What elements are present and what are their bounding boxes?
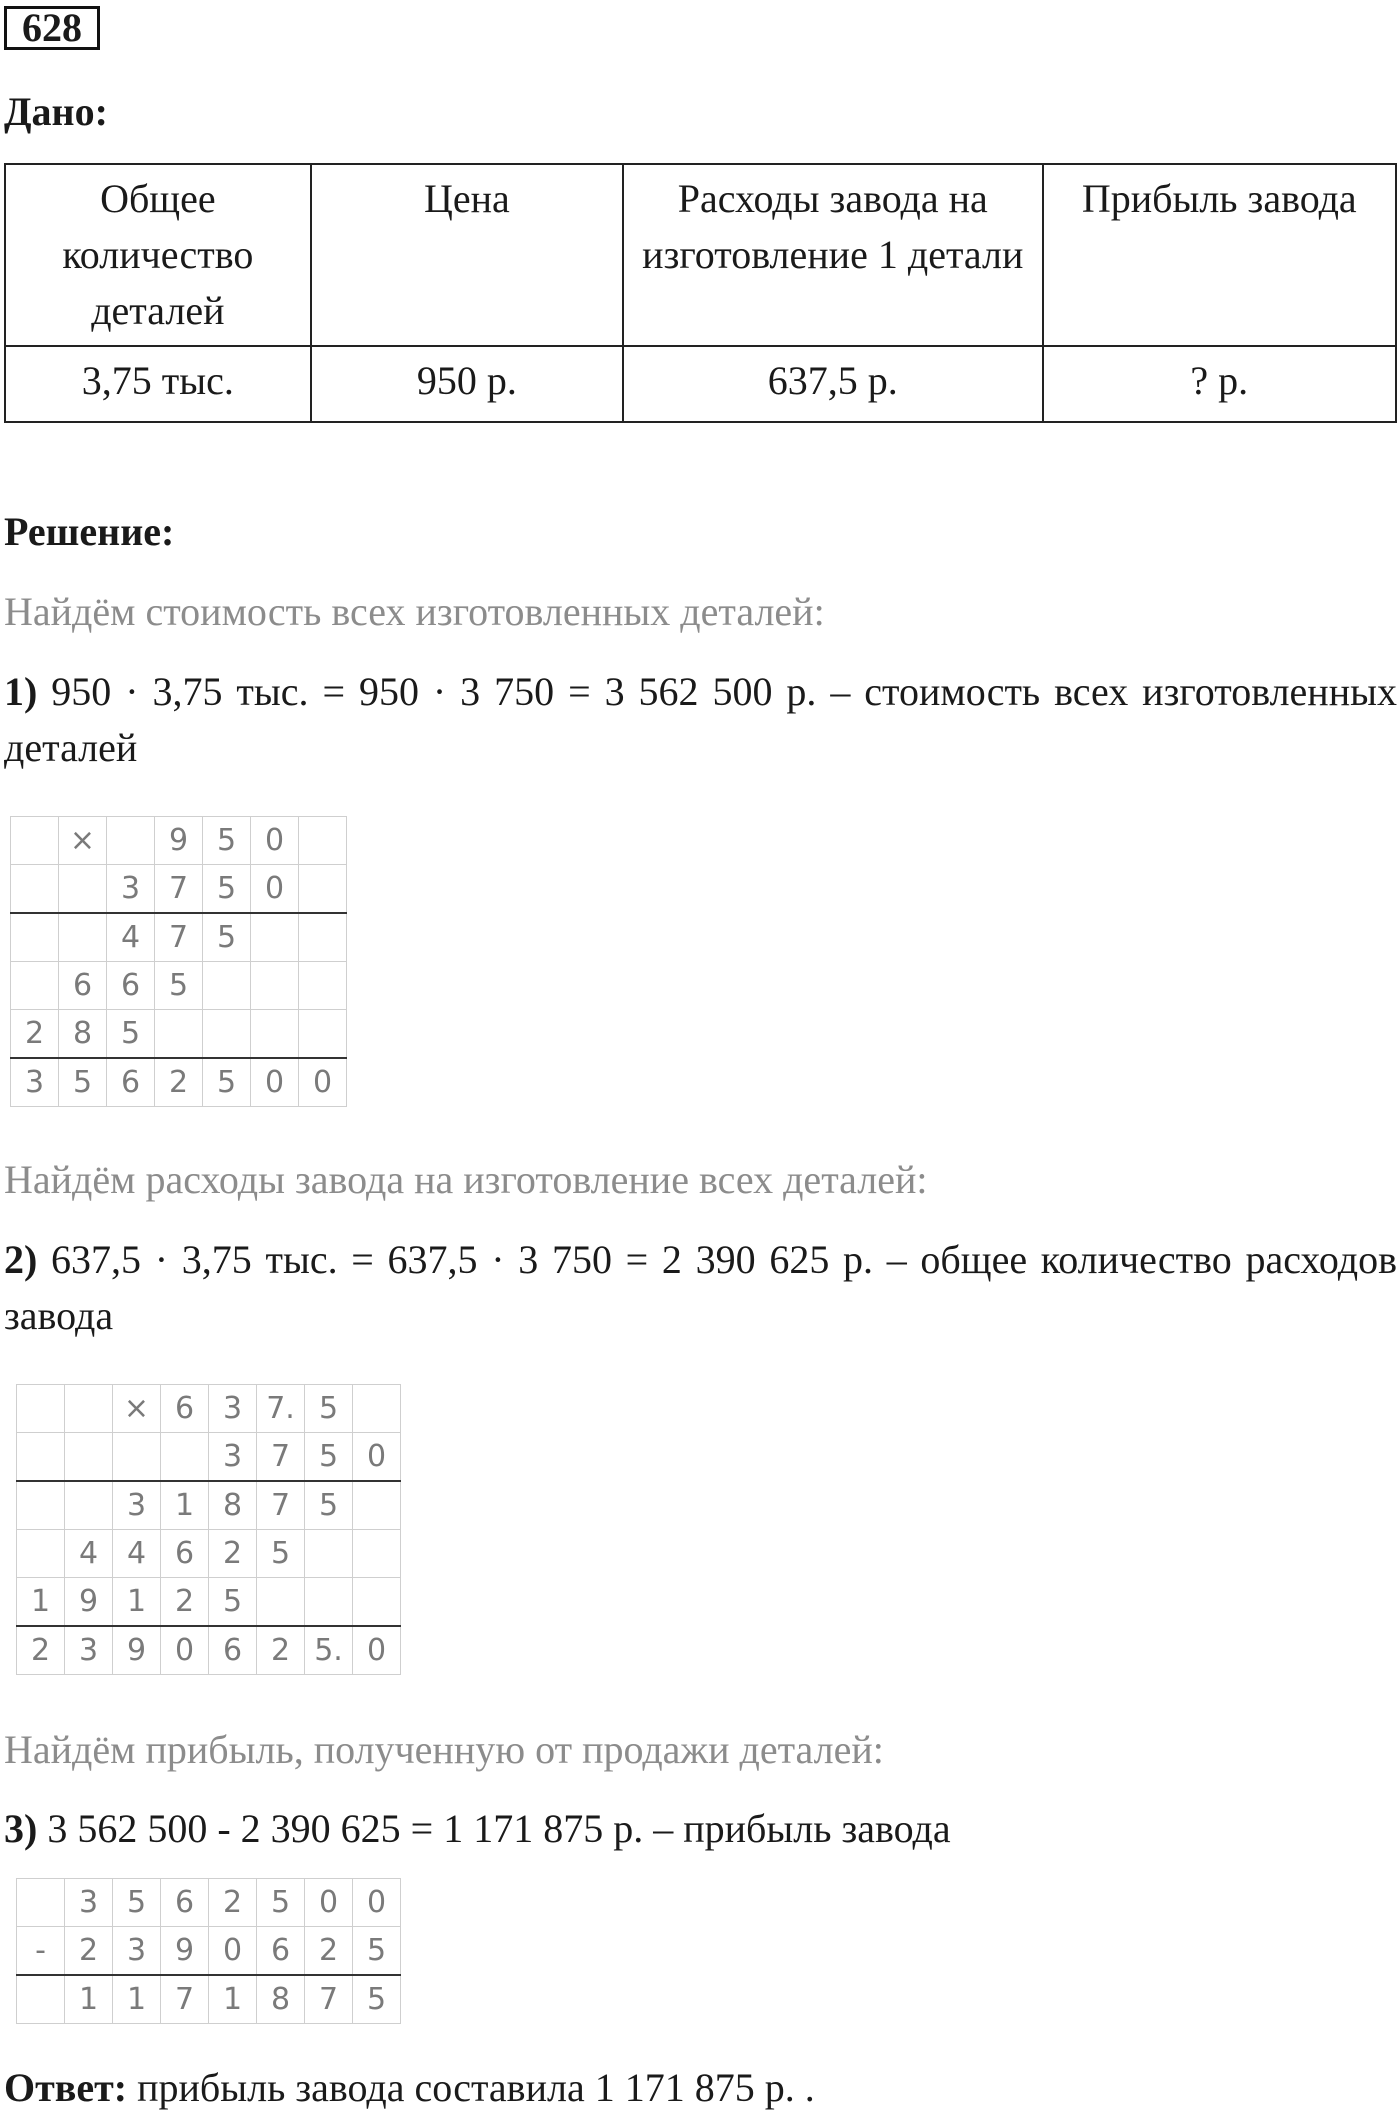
grid-row xyxy=(11,962,347,1010)
grid-cell: 3 xyxy=(11,1058,59,1107)
grid-cell: 3 xyxy=(107,865,155,914)
value-total-parts: 3,75 тыс. xyxy=(5,346,311,422)
grid-cell: 5 xyxy=(209,1578,257,1627)
step-3-number: 3) xyxy=(4,1806,38,1851)
grid-cell: 7 xyxy=(257,1481,305,1530)
grid-row xyxy=(17,1879,401,1927)
grid-cell xyxy=(59,913,107,962)
grid-cell: 6 xyxy=(59,962,107,1010)
grid-cell: 2 xyxy=(65,1927,113,1976)
header-cost-per-part: Расходы завода на изготовление 1 детали xyxy=(623,164,1042,346)
given-heading: Дано: xyxy=(4,89,108,134)
grid-cell xyxy=(11,962,59,1010)
grid-cell: 3 xyxy=(113,1927,161,1976)
grid-cell xyxy=(11,913,59,962)
grid-cell: 2 xyxy=(209,1530,257,1578)
grid-cell: 0 xyxy=(353,1879,401,1927)
grid-cell xyxy=(17,1481,65,1530)
grid-cell: 6 xyxy=(161,1385,209,1433)
step-3-intro: Найдём прибыль, полученную от продажи деталей: xyxy=(4,1727,884,1772)
grid-cell xyxy=(353,1530,401,1578)
grid-cell xyxy=(155,1010,203,1059)
step-2-intro: Найдём расходы завода на изготовление всех деталей: xyxy=(4,1157,928,1202)
step-2-text xyxy=(4,1232,1397,1344)
step-3-column-subtraction xyxy=(16,1878,401,2024)
grid-cell xyxy=(299,865,347,914)
grid-row xyxy=(17,1975,401,2024)
step-1-column-multiplication xyxy=(10,816,347,1107)
grid-cell xyxy=(11,817,59,865)
grid-cell: 1 xyxy=(161,1481,209,1530)
grid-cell: 8 xyxy=(59,1010,107,1059)
grid-cell: 5 xyxy=(305,1433,353,1482)
grid-cell: 1 xyxy=(209,1975,257,2024)
grid-row xyxy=(11,1058,347,1107)
grid-cell: 8 xyxy=(257,1975,305,2024)
grid-cell: 1 xyxy=(113,1975,161,2024)
grid-cell: 5 xyxy=(203,865,251,914)
value-profit: ? р. xyxy=(1043,346,1396,422)
grid-row xyxy=(17,1433,401,1482)
grid-cell: 3 xyxy=(113,1481,161,1530)
grid-cell: 5 xyxy=(305,1385,353,1433)
grid-row xyxy=(11,913,347,962)
grid-cell: 2 xyxy=(209,1879,257,1927)
grid-cell: 5 xyxy=(113,1879,161,1927)
given-value-row xyxy=(5,346,1396,422)
answer-text: прибыль завода составила 1 171 875 р. . xyxy=(127,2065,815,2110)
grid-row xyxy=(17,1578,401,1627)
header-price: Цена xyxy=(311,164,623,346)
step-2-column-multiplication xyxy=(16,1384,401,1675)
grid-cell: 0 xyxy=(353,1626,401,1675)
grid-cell xyxy=(251,913,299,962)
grid-row xyxy=(11,817,347,865)
grid-cell: 5 xyxy=(257,1530,305,1578)
grid-cell xyxy=(65,1385,113,1433)
grid-cell xyxy=(251,1010,299,1059)
grid-cell: 6 xyxy=(107,1058,155,1107)
grid-cell: 0 xyxy=(353,1433,401,1482)
grid-cell: × xyxy=(113,1385,161,1433)
grid-cell: 5 xyxy=(59,1058,107,1107)
grid-row xyxy=(11,1010,347,1059)
grid-cell: 5 xyxy=(257,1879,305,1927)
given-table xyxy=(4,163,1397,423)
grid-cell: 0 xyxy=(161,1626,209,1675)
grid-cell: 2 xyxy=(155,1058,203,1107)
value-cost-per-part: 637,5 р. xyxy=(623,346,1042,422)
grid-cell xyxy=(113,1433,161,1482)
grid-cell xyxy=(17,1385,65,1433)
grid-cell: 0 xyxy=(299,1058,347,1107)
grid-row xyxy=(17,1626,401,1675)
grid-cell: 7 xyxy=(257,1433,305,1482)
step-1-expression: 950 · 3,75 тыс. = 950 · 3 750 = 3 562 500 р. – стоимость всех изготовленных деталей xyxy=(4,669,1397,770)
header-profit: Прибыль завода xyxy=(1043,164,1396,346)
grid-cell xyxy=(353,1385,401,1433)
grid-cell: 5 xyxy=(353,1975,401,2024)
grid-cell xyxy=(161,1433,209,1482)
grid-cell xyxy=(65,1433,113,1482)
grid-cell xyxy=(17,1975,65,2024)
grid-cell: 7. xyxy=(257,1385,305,1433)
grid-cell: 9 xyxy=(65,1578,113,1627)
grid-row xyxy=(17,1385,401,1433)
grid-cell: 9 xyxy=(161,1927,209,1976)
grid-cell xyxy=(11,865,59,914)
step-1-number: 1) xyxy=(4,669,38,714)
grid-cell: 4 xyxy=(113,1530,161,1578)
grid-cell: 2 xyxy=(17,1626,65,1675)
grid-cell: 0 xyxy=(251,1058,299,1107)
grid-cell: 2 xyxy=(11,1010,59,1059)
grid-cell: 3 xyxy=(209,1433,257,1482)
grid-cell xyxy=(353,1481,401,1530)
grid-cell: 6 xyxy=(161,1879,209,1927)
step-3-text xyxy=(4,1801,1397,1857)
grid-cell: 5 xyxy=(203,913,251,962)
grid-cell xyxy=(17,1879,65,1927)
grid-cell xyxy=(107,817,155,865)
grid-cell: 2 xyxy=(305,1927,353,1976)
grid-cell xyxy=(299,962,347,1010)
grid-cell: × xyxy=(59,817,107,865)
grid-cell: - xyxy=(17,1927,65,1976)
grid-cell: 5 xyxy=(107,1010,155,1059)
step-3-expression: 3 562 500 - 2 390 625 = 1 171 875 р. – прибыль завода xyxy=(37,1806,951,1851)
grid-cell: 5 xyxy=(305,1481,353,1530)
grid-cell: 0 xyxy=(251,817,299,865)
step-1-text xyxy=(4,664,1397,776)
value-price: 950 р. xyxy=(311,346,623,422)
grid-cell: 7 xyxy=(161,1975,209,2024)
grid-cell: 0 xyxy=(305,1879,353,1927)
grid-cell xyxy=(299,913,347,962)
grid-cell: 4 xyxy=(107,913,155,962)
grid-cell: 9 xyxy=(155,817,203,865)
grid-cell: 8 xyxy=(209,1481,257,1530)
grid-cell xyxy=(59,865,107,914)
grid-cell: 3 xyxy=(209,1385,257,1433)
grid-cell: 4 xyxy=(65,1530,113,1578)
grid-cell: 7 xyxy=(305,1975,353,2024)
grid-cell: 6 xyxy=(107,962,155,1010)
grid-cell xyxy=(299,1010,347,1059)
given-header-row xyxy=(5,164,1396,346)
grid-cell: 1 xyxy=(113,1578,161,1627)
grid-cell: 5 xyxy=(203,817,251,865)
grid-cell xyxy=(203,962,251,1010)
grid-cell xyxy=(305,1578,353,1627)
answer-line xyxy=(4,2064,815,2111)
solution-heading: Решение: xyxy=(4,509,175,554)
grid-cell: 2 xyxy=(161,1578,209,1627)
grid-cell xyxy=(305,1530,353,1578)
step-1-intro: Найдём стоимость всех изготовленных деталей: xyxy=(4,589,825,634)
grid-cell xyxy=(65,1481,113,1530)
answer-label: Ответ: xyxy=(4,2065,128,2110)
grid-row xyxy=(17,1530,401,1578)
grid-row xyxy=(17,1927,401,1976)
grid-row xyxy=(11,865,347,914)
grid-cell xyxy=(17,1433,65,1482)
grid-cell: 9 xyxy=(113,1626,161,1675)
grid-cell xyxy=(257,1578,305,1627)
grid-cell: 2 xyxy=(257,1626,305,1675)
grid-cell: 6 xyxy=(209,1626,257,1675)
grid-cell: 1 xyxy=(17,1578,65,1627)
grid-cell: 0 xyxy=(251,865,299,914)
grid-cell: 6 xyxy=(161,1530,209,1578)
grid-cell: 3 xyxy=(65,1879,113,1927)
grid-cell: 5 xyxy=(203,1058,251,1107)
grid-cell: 5 xyxy=(353,1927,401,1976)
header-total-parts: Общее количество деталей xyxy=(5,164,311,346)
grid-cell: 7 xyxy=(155,913,203,962)
grid-cell: 6 xyxy=(257,1927,305,1976)
grid-cell: 5. xyxy=(305,1626,353,1675)
grid-cell: 1 xyxy=(65,1975,113,2024)
grid-cell xyxy=(251,962,299,1010)
grid-row xyxy=(17,1481,401,1530)
grid-cell xyxy=(353,1578,401,1627)
grid-cell: 3 xyxy=(65,1626,113,1675)
grid-cell: 0 xyxy=(209,1927,257,1976)
grid-cell xyxy=(17,1530,65,1578)
step-2-expression: 637,5 · 3,75 тыс. = 637,5 · 3 750 = 2 390 625 р. – общее количество расходов завода xyxy=(4,1237,1397,1338)
task-number: 628 xyxy=(4,6,100,50)
grid-cell xyxy=(299,817,347,865)
grid-cell xyxy=(203,1010,251,1059)
step-2-number: 2) xyxy=(4,1237,38,1282)
grid-cell: 5 xyxy=(155,962,203,1010)
grid-cell: 7 xyxy=(155,865,203,914)
